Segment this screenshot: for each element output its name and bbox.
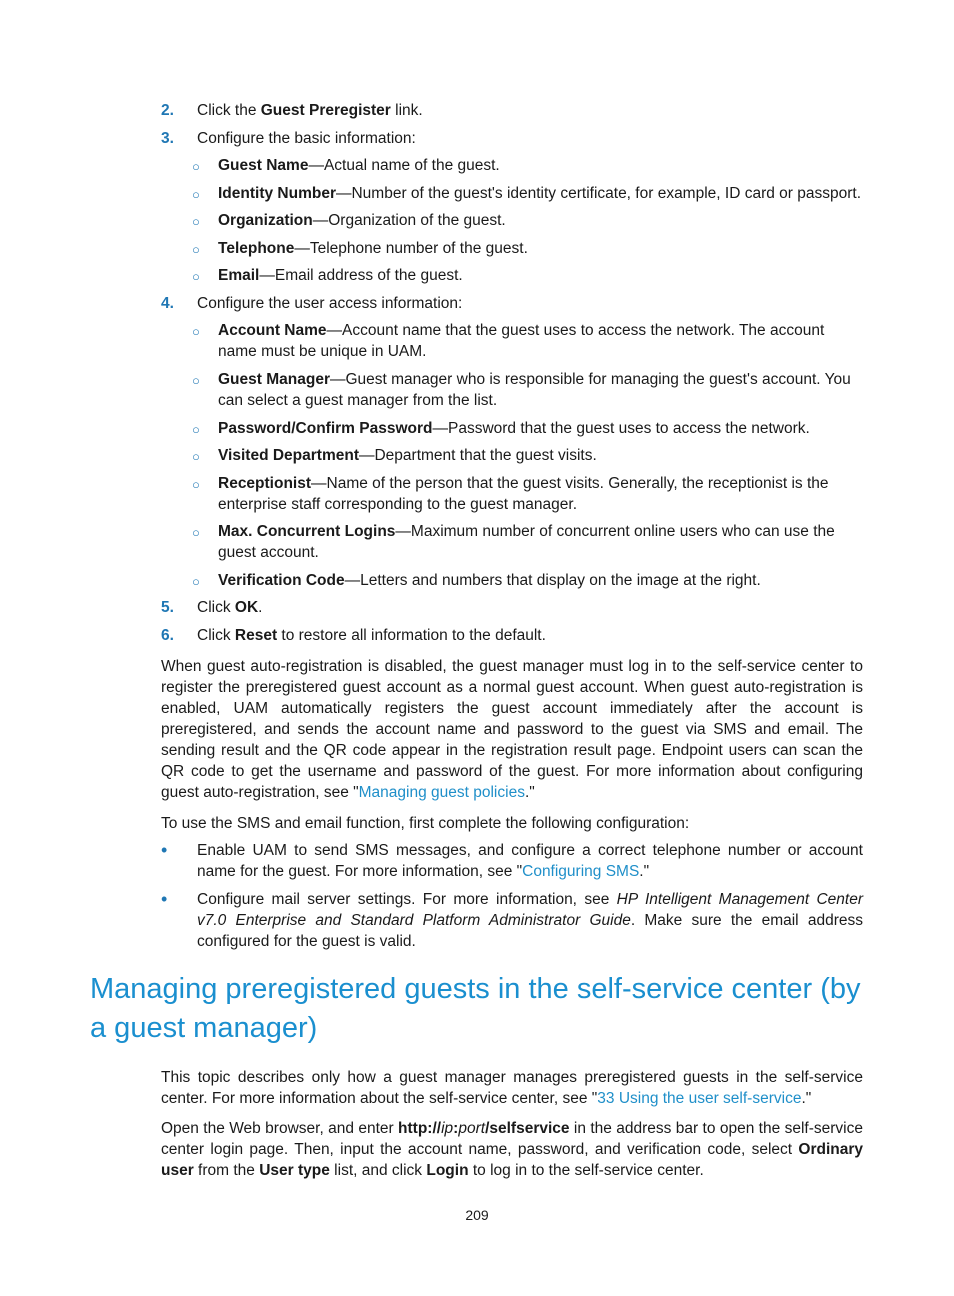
configuring-sms-link[interactable]: Configuring SMS	[522, 863, 640, 880]
ordinary-user-term: Ordinary user	[161, 1141, 863, 1179]
list-item	[218, 265, 463, 286]
desc: —Password that the guest uses to access the network.	[432, 420, 810, 437]
step-number: 6.	[161, 627, 174, 644]
step-number: 5.	[161, 599, 174, 616]
circle-bullet-icon: ○	[192, 159, 200, 174]
paragraph-text: to log in to the self-service center.	[468, 1162, 704, 1179]
paragraph-text: When guest auto-registration is disabled, the guest manager must log in to the self-service center to register the preregistered guest account as a normal guest account. When guest auto-registration is enabled, UAM automatically registers the guest account immediately after the account is preregistered, and sends the account name and password to the guest via SMS and email. The sending result and the QR code appear in the registration result page. Endpoint users can scan the QR code to get the username and password of the guest. For more information about configuring guest auto-registration, see "	[161, 658, 863, 801]
open-browser-paragraph	[161, 1118, 863, 1181]
step-bold: Guest Preregister	[260, 102, 391, 119]
desc: —Number of the guest's identity certificate, for example, ID card or passport.	[335, 185, 862, 202]
paragraph-text: This topic describes only how a guest manager manages preregistered guests in the self-service center. For more information about the self-service center, see "	[161, 1069, 863, 1107]
term: Identity Number	[218, 185, 336, 202]
desc: —Guest manager who is responsible for managing the guest's account. You can select a guest manager from the list.	[218, 371, 851, 409]
step-text-pre: Click the	[197, 102, 261, 119]
circle-bullet-icon: ○	[192, 449, 200, 464]
step-text: Configure the user access information:	[197, 295, 463, 312]
paragraph-tail: ."	[801, 1090, 812, 1107]
term: Telephone	[218, 240, 295, 257]
term: Visited Department	[218, 447, 359, 464]
list-item	[218, 445, 597, 466]
term: Password/Confirm Password	[218, 420, 433, 437]
step-text: Configure the basic information:	[197, 130, 416, 147]
desc: —Letters and numbers that display on the image at the right.	[344, 572, 761, 589]
sms-paragraph: To use the SMS and email function, first complete the following configuration:	[161, 815, 690, 832]
circle-bullet-icon: ○	[192, 525, 200, 540]
desc: —Account name that the guest uses to access the network. The account name must be unique in UAM.	[218, 322, 825, 360]
paragraph-text: Open the Web browser, and enter	[161, 1120, 399, 1137]
step-text	[197, 100, 423, 121]
user-type-term: User type	[259, 1162, 330, 1179]
desc: —Maximum number of concurrent online users who can use the guest account.	[218, 523, 835, 561]
bullet-text-tail: ."	[639, 863, 650, 880]
term: Max. Concurrent Logins	[218, 523, 396, 540]
circle-bullet-icon: ○	[192, 269, 200, 284]
list-item	[218, 320, 863, 362]
section-heading: Managing preregistered guests in the self-service center (by a guest manager)	[90, 973, 861, 1044]
url-colon: :	[453, 1120, 459, 1137]
step-text	[197, 597, 262, 618]
self-service-link[interactable]: 33 Using the user self-service	[597, 1090, 802, 1107]
step-text-post: link.	[390, 102, 423, 119]
term: Guest Name	[218, 157, 309, 174]
paragraph-text: in the address bar to open the self-service center login page. Then, input the account name, password, and verification code, select	[161, 1120, 863, 1158]
step-number: 3.	[161, 130, 174, 147]
managing-guest-policies-link[interactable]: Managing guest policies	[358, 784, 525, 801]
term: Guest Manager	[218, 371, 330, 388]
circle-bullet-icon: ○	[192, 477, 200, 492]
bullet-text: Enable UAM to send SMS messages, and configure a correct telephone number or account name for the guest. For more information, see "	[197, 842, 863, 880]
circle-bullet-icon: ○	[192, 214, 200, 229]
paragraph-text: from the	[193, 1162, 260, 1179]
step-text-post: to restore all information to the default.	[277, 627, 546, 644]
dot-bullet-icon: •	[161, 889, 168, 909]
circle-bullet-icon: ○	[192, 422, 200, 437]
topic-paragraph	[161, 1067, 863, 1109]
desc: —Organization of the guest.	[312, 212, 506, 229]
desc: —Actual name of the guest.	[308, 157, 500, 174]
term: Receptionist	[218, 475, 312, 492]
list-item	[218, 183, 861, 204]
paragraph-tail: ."	[524, 784, 535, 801]
step-text	[197, 625, 546, 646]
step-text-pre: Click	[197, 599, 235, 616]
step-text-post: .	[258, 599, 263, 616]
desc: —Department that the guest visits.	[358, 447, 597, 464]
url-ip: ip	[441, 1120, 454, 1137]
step-number: 4.	[161, 295, 174, 312]
circle-bullet-icon: ○	[192, 373, 200, 388]
url-path: /selfservice	[485, 1120, 570, 1137]
url-scheme: http://	[398, 1120, 442, 1137]
list-item	[218, 570, 761, 591]
step-bold: OK	[234, 599, 259, 616]
bullet-text-tail: . Make sure the email address configured for the guest is valid.	[197, 912, 863, 950]
circle-bullet-icon: ○	[192, 324, 200, 339]
auto-registration-paragraph	[161, 656, 863, 803]
term: Verification Code	[218, 572, 345, 589]
circle-bullet-icon: ○	[192, 187, 200, 202]
url-port: port	[458, 1120, 486, 1137]
list-item	[218, 210, 506, 231]
list-item	[218, 418, 810, 439]
guide-title: HP Intelligent Management Center v7.0 Enterprise and Standard Platform Administrator Guide	[197, 891, 863, 929]
circle-bullet-icon: ○	[192, 242, 200, 257]
term: Email	[218, 267, 260, 284]
list-item	[218, 473, 863, 515]
desc: —Telephone number of the guest.	[294, 240, 528, 257]
term: Organization	[218, 212, 313, 229]
page-number: 209	[465, 1207, 489, 1223]
step-bold: Reset	[234, 627, 278, 644]
list-item	[197, 889, 863, 952]
dot-bullet-icon: •	[161, 840, 168, 860]
paragraph-text: list, and click	[329, 1162, 427, 1179]
step-text-pre: Click	[197, 627, 235, 644]
list-item	[218, 369, 863, 411]
desc: —Email address of the guest.	[259, 267, 463, 284]
list-item	[218, 155, 500, 176]
login-term: Login	[426, 1162, 469, 1179]
list-item	[197, 840, 863, 882]
circle-bullet-icon: ○	[192, 574, 200, 589]
list-item	[218, 238, 528, 259]
term: Account Name	[218, 322, 327, 339]
list-item	[218, 521, 863, 563]
desc: —Name of the person that the guest visits. Generally, the receptionist is the enterprise staff corresponding to the guest manager.	[218, 475, 829, 513]
bullet-text: Configure mail server settings. For more information, see	[197, 891, 617, 908]
step-number: 2.	[161, 102, 174, 119]
